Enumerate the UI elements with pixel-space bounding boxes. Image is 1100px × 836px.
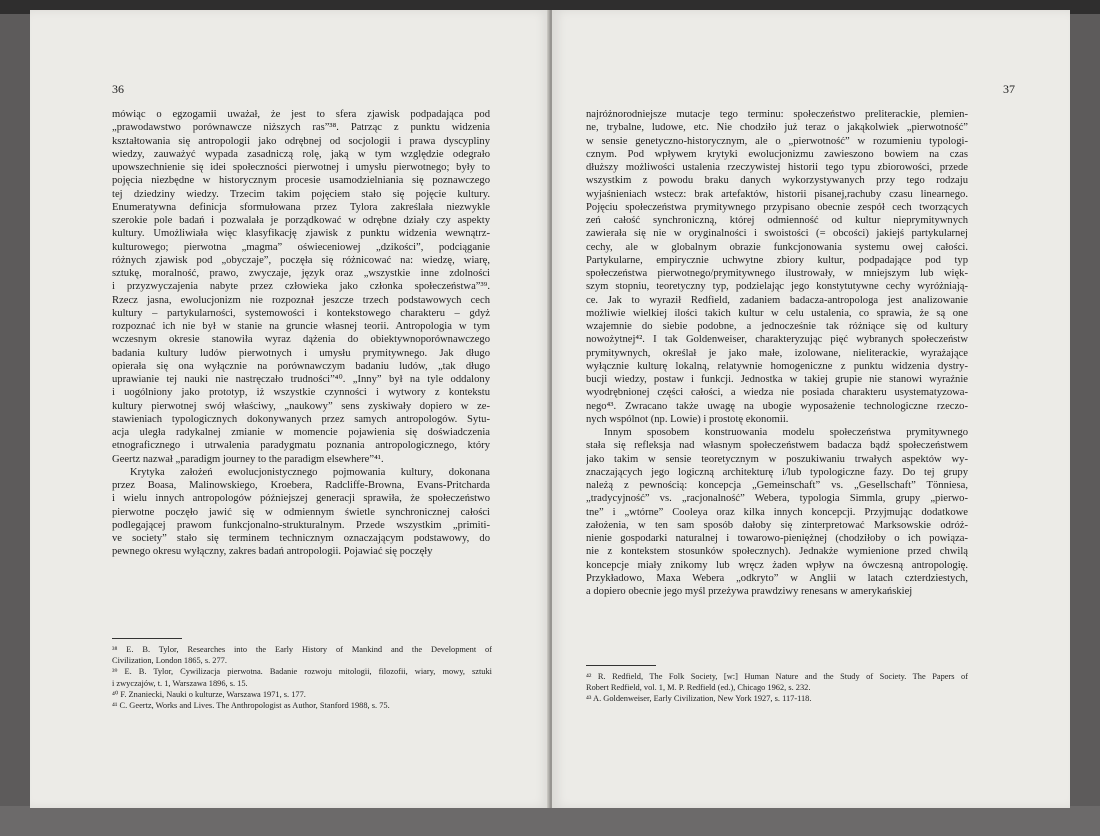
text-line: znaczających jego logiczną architekturę i/lub typologiczne fazy. Do tej grupy (586, 466, 968, 478)
text-line: tej dziedziny wiedzy. Trzecim takim pojęciem stało się pojęcie kultury. (112, 188, 490, 200)
text-line: szerokie pole badań i pozwalała je porządkować w odrębne działy czy aspekty (112, 215, 490, 226)
text-line: możliwie wielkiej ilości takich kultur w celu ustalenia, co sprawia, że są one (586, 307, 968, 319)
text-line: mówiąc o egzogamii uważał, że jest to sfera zjawisk podpadająca pod (112, 109, 490, 120)
text-line: „prawodawstwo porównawcze niższych ras”³⁸. Patrząc z punktu widzenia (112, 122, 490, 134)
footnote-line: i zwyczajów, t. 1, Warszawa 1896, s. 15. (112, 678, 248, 688)
text-line: wyodrębnionej części całości, a wiedza nie posiada charakteru usystematyzowa- (586, 387, 968, 399)
footnote-line: Civilization, London 1865, s. 277. (112, 656, 227, 666)
text-line: prymitywnych, określał je jako małe, izolowane, nieliterackie, wyrażające (586, 347, 968, 359)
text-line: wszystkim z powodu braku danych wykorzystywanych przy tego rodzaju (586, 175, 968, 187)
text-line: jako takim w sensie teoretycznym w poszukiwaniu trwałych aspektów wy- (586, 453, 968, 465)
text-line: pierwotne poczęło jawić się w odmiennym świetle synchronicznej całości (112, 506, 490, 518)
left-page (30, 10, 550, 808)
text-line: badania kultury ludów pierwotnych i umysłu prymitywnego. Jak długo (112, 347, 490, 359)
text-line: Geertz nazwał „paradigm journey to the paradigm elsewhere”⁴¹. (112, 453, 384, 465)
text-line: podlegającej prawom funkcjonalno-strukturalnym. Przede wszystkim „primiti- (112, 519, 490, 531)
text-line: nego⁴³. Zwracano także uwagę na ubogie wyposażenie technologiczne rzeczo- (586, 400, 968, 412)
footnote-line: ³⁹ E. B. Tylor, Cywilizacja pierwotna. Badanie rozwoju mitologii, filozofii, wiary, mowy, sztuki (112, 667, 492, 677)
footnote-line: ⁴¹ C. Geertz, Works and Lives. The Anthropologist as Author, Stanford 1988, s. 75. (112, 701, 390, 711)
text-line: ne, trybalne, ludowe, etc. Nie chodziło już teraz o jakąkolwiek „pierwotność” (586, 122, 968, 134)
text-line: rozpoznać ich nie był w stanie na gruncie własnej teorii. Antropologia w tym (112, 321, 490, 332)
text-line: etnograficznego i utrwalenia paradygmatu poznania antropologicznego, który (112, 440, 490, 452)
right-page (552, 10, 1070, 808)
footnote-line: ⁴³ A. Goldenweiser, Early Civilization, New York 1927, s. 117-118. (586, 694, 812, 704)
left-page-footnotes (112, 644, 492, 711)
text-line: upowszechnienie się idei społeczności pierwotnej i umysłu pierwotnego; były to (112, 162, 490, 173)
text-line: różnych zjawisk pod „obyczaje”, poczęła się różnicować na: wiedzę, wiarę, (112, 254, 490, 266)
right-page-footnotes (586, 671, 968, 705)
page-number: 36 (112, 82, 124, 96)
text-line: kultury – partykularności, systemowości i kontekstowego charakteru – gdyż (112, 307, 490, 319)
text-line: szym stopniu, teoretyczny typ, podzielając jego konstytutywne cechy wyróżniają- (586, 281, 968, 293)
text-line: nych wspólnot (np. Lowie) i prostotę ekonomii. (586, 413, 789, 425)
page-number: 37 (1003, 82, 1015, 96)
text-line: Innym sposobem konstruowania modelu społeczeństwa prymitywnego (604, 427, 968, 438)
text-line: kultury. Umożliwiała więc klasyfikację zjawisk z punktu widzenia wewnątrz- (112, 228, 490, 240)
text-line: należą z pewnością: koncepcja „Gemeinschaft” vs. „Gesellschaft” Tönniesa, (586, 480, 968, 491)
text-line: Przykładowo, Maxa Webera „odkryto” w Anglii w latach czterdziestych, (586, 572, 968, 584)
text-line: przez Boasa, Malinowskiego, Kroebera, Radcliffe-Browna, Evans-Pritcharda (112, 480, 490, 491)
text-line: pojęcia niezbędne w historycznym procesie usamodzielniania się poznawczego (112, 175, 490, 187)
text-line: nienie gospodarki naturalnej i towarowo-pieniężnej (chodziłoby o ich powiąza- (586, 533, 968, 544)
text-line: stała się refleksja nad własnym społeczeństwem badacza bądź społeczeństwem (586, 440, 968, 452)
text-line: tne” i „wtórne” Cooleya oraz kilka innych koncepcji. Przyjmując dodatkowe (586, 506, 968, 518)
text-line: pewnego okresu wyłączny, zakres badań antropologii. Pojawiać się poczęły (112, 546, 433, 558)
footnote-line: Robert Redfield, vol. 1, M. P. Redfield (ed.), Chicago 1962, s. 232. (586, 683, 811, 693)
text-line: dłuższy możliwości ustalenia rzeczywistej historii tego typu zbiorowości, przede (586, 162, 968, 173)
text-line: wiedzy, zauważyć wypada zasadniczą rolę, jaką w tym względzie odegrało (112, 148, 490, 160)
text-line: Rzecz jasna, ewolucjonizm nie rozpoznał jeszcze trzech podstawowych cech (112, 294, 490, 306)
footnote-line: ⁴² R. Redfield, The Folk Society, [w:] Human Nature and the Study of Society. The Papers of (586, 672, 968, 681)
text-line: nie z kontekstem stosunków społecznych). Jednakże wymienione przed chwilą (586, 546, 968, 558)
text-line: ve society” stało się terminem technicznym oznaczającym podstawowy, do (112, 533, 490, 544)
text-line: kształtowania się antropologii jako odrębnej od socjologii i prawa dyscypliny (112, 135, 490, 147)
text-line: i przyzwyczajenia nabyte przez człowieka jako członka społeczeństwa”³⁹. (112, 281, 490, 293)
footnote-separator (586, 665, 656, 666)
text-line: Pojęciu społeczeństwa prymitywnego przypisano obecnie zespół cech tworzących (586, 201, 968, 213)
text-line: społeczeństwa pierwotnego/prymitywnego ilustrowały, w mniejszym lub więk- (586, 268, 968, 279)
footnote-line: ⁴⁰ F. Znaniecki, Nauki o kulturze, Warszawa 1971, s. 177. (112, 689, 306, 699)
scanner-bottom-edge (0, 806, 1100, 836)
text-line: Partykularne, empirycznie uchwytne zbiory kultur, podpadające pod typ (586, 254, 968, 266)
text-line: Krytyka założeń ewolucjonistycznego pojmowania kultury, dokonana (130, 466, 490, 478)
text-line: założenia, w ten sam sposób dałoby się zinterpretować Marksowskie odróż- (586, 519, 968, 531)
text-line: i uogólniony jako prototyp, iż wszystkie czynności i wytwory z kontekstu (112, 387, 490, 399)
text-line: Enumeratywna definicja sformułowana przez Tylora zakreślała niezwykle (112, 201, 490, 213)
text-line: koncepcje miały znikomy lub wręcz żaden wpływ na ówczesną antropologię. (586, 559, 968, 571)
text-line: zawierała się nie w oryginalności i swoistości (= obcości) jakiejś partykularnej (586, 228, 968, 240)
text-line: stawieniach typologicznych dokonywanych przez samych antropologów. Sytu- (112, 413, 490, 425)
text-line: kultury pierwotnej swój właściwy, „naukowy” sens zyskiwały dopiero w ze- (112, 400, 490, 412)
text-line: opierała się ona wyłącznie na porównawczym badaniu ludów, „tak długo (112, 360, 490, 372)
text-line: najróżnorodniejsze mutacje tego terminu: społeczeństwo preliterackie, plemien- (586, 109, 968, 120)
text-line: wyjaśnieniach wstecz: brak artefaktów, historii pisanej,rachuby czasu linearnego. (586, 188, 968, 200)
text-line: cechy, ale w globalnym obrazie funkcjonowania systemu owej całości. (586, 241, 968, 253)
text-line: a dopiero obecnie jego myśl przeżywa prawdziwy renesans w amerykańskiej (586, 586, 913, 597)
text-line: cznym. Pod wpływem krytyki ewolucjonizmu zawieszono bowiem na czas (586, 148, 968, 160)
footnote-line: ³⁸ E. B. Tylor, Researches into the Early History of Mankind and the Development of (112, 645, 492, 654)
text-line: i wielu innych antropologów późniejszej generacji sprawiła, że społeczeństwo (112, 493, 490, 505)
text-line: zeń całość synchroniczną, której odmienność od kultur nieprymitywnych (586, 215, 968, 226)
text-line: wyłącznie kulturę lokalną, relatywnie homogeniczne z punktu widzenia dystry- (586, 360, 968, 372)
left-page-body (112, 108, 490, 559)
right-page-body (586, 108, 968, 598)
text-line: „tradycyjność” vs. „racjonalność” Webera, typologia Simmla, grupy „pierwo- (586, 493, 968, 505)
text-line: w sensie genetyczno-historycznym, ale o „pierwotność” w rozumieniu typologi- (586, 135, 968, 147)
text-line: wzajemnie do siebie podobne, a jednocześnie tak różniące się od kultury (586, 321, 968, 332)
text-line: uprawianie tej nauki nie nastręczało trudności”⁴⁰. „Inny” był na tyle oddalony (112, 374, 490, 385)
text-line: wczesnym okresie stanowiła wyraz dążenia do obiektywnoporównawczego (112, 334, 490, 346)
text-line: sztukę, moralność, prawo, zwyczaje, język oraz „wszystkie inne zdolności (112, 268, 490, 279)
text-line: kulturowego; pierwotna „magma” oświeceniowej „dzikości”, podciąganie (112, 241, 490, 253)
text-line: acja uległa radykalnej zmianie w momencie pojawienia się doświadczenia (112, 427, 490, 438)
text-line: ce. Jak to wyraził Redfield, zadaniem badacza-antropologa jest analizowanie (586, 294, 968, 306)
text-line: bucji wiedzy, postaw i funkcji. Jednostka w takiej grupie nie stanowi wyraźnie (586, 374, 968, 385)
footnote-separator (112, 638, 182, 639)
text-line: nowożytnej⁴². I tak Goldenweiser, charakteryzując pięć wybranych społeczeństw (586, 334, 968, 346)
